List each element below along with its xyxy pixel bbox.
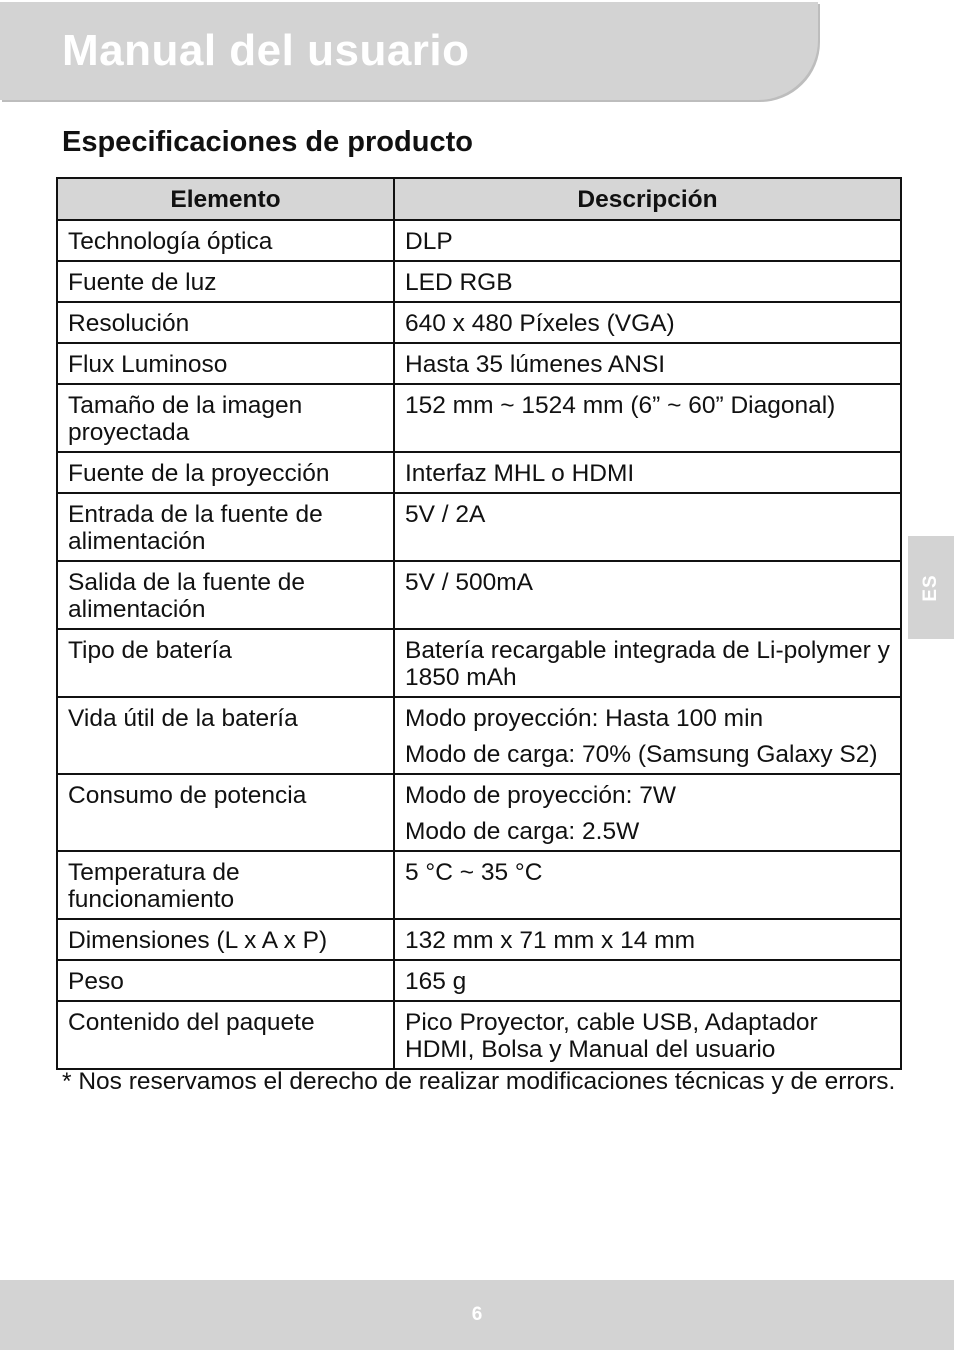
spec-item-cell: Tipo de batería (57, 629, 394, 697)
table-row (57, 697, 901, 774)
spec-item-cell: Temperatura de funcionamiento (57, 851, 394, 919)
spec-description-line: 165 g (405, 968, 467, 995)
spec-description-line: 5V / 500mA (405, 569, 534, 596)
spec-description-cell (394, 697, 901, 774)
spec-description-cell (394, 851, 901, 919)
spec-item-cell: Peso (57, 960, 394, 1001)
table-row (57, 851, 901, 919)
spec-item-cell: Contenido del paquete (57, 1001, 394, 1069)
table-header-row (57, 178, 901, 220)
table-row (57, 302, 901, 343)
spec-description-cell (394, 452, 901, 493)
spec-item-cell: Resolución (57, 302, 394, 343)
spec-item-cell: Fuente de la proyección (57, 452, 394, 493)
table-row (57, 919, 901, 960)
table-row (57, 774, 901, 851)
table-row (57, 960, 901, 1001)
spec-description-cell (394, 774, 901, 851)
spec-description-cell (394, 561, 901, 629)
table-row (57, 220, 901, 261)
spec-description-line: 640 x 480 Píxeles (VGA) (405, 310, 675, 337)
table-row (57, 1001, 901, 1069)
specs-table-body (57, 220, 901, 1069)
table-row (57, 561, 901, 629)
spec-description-line: Modo proyección: Hasta 100 min (405, 705, 764, 732)
spec-item-cell: Tamaño de la imagen proyectada (57, 384, 394, 452)
page-number: 6 (471, 1304, 483, 1325)
spec-item-cell: Dimensiones (L x A x P) (57, 919, 394, 960)
spec-description-line: Modo de carga: 70% (Samsung Galaxy S2) (405, 741, 878, 768)
spec-description-line: 5 °C ~ 35 °C (405, 859, 543, 886)
spec-item-cell: Salida de la fuente de alimentación (57, 561, 394, 629)
spec-description-cell (394, 343, 901, 384)
spec-description-cell (394, 960, 901, 1001)
column-header-item: Elemento (57, 178, 394, 220)
table-row (57, 261, 901, 302)
table-row (57, 629, 901, 697)
header-banner (0, 2, 818, 100)
table-row (57, 452, 901, 493)
spec-description-line: LED RGB (405, 269, 513, 296)
spec-item-cell: Vida útil de la batería (57, 697, 394, 774)
table-row (57, 343, 901, 384)
spec-description-cell (394, 493, 901, 561)
spec-description-cell (394, 1001, 901, 1069)
footnote: * Nos reservamos el derecho de realizar modificaciones técnicas y de errors. (62, 1068, 896, 1095)
column-header-description: Descripción (394, 178, 901, 220)
table-row (57, 384, 901, 452)
spec-description-line: 132 mm x 71 mm x 14 mm (405, 927, 695, 954)
language-tab-label: ES (920, 573, 941, 602)
language-tab (908, 536, 954, 639)
spec-description-cell (394, 302, 901, 343)
spec-item-cell: Fuente de luz (57, 261, 394, 302)
spec-item-cell: Consumo de potencia (57, 774, 394, 851)
section-title: Especificaciones de producto (62, 126, 473, 158)
spec-description-line: Interfaz MHL o HDMI (405, 460, 635, 487)
footer-bar (0, 1280, 954, 1350)
spec-item-cell: Technología óptica (57, 220, 394, 261)
spec-description-line: Pico Proyector, cable USB, Adaptador HDMI, Bolsa y Manual del usuario (405, 1009, 818, 1063)
spec-description-line: Batería recargable integrada de Li-polymer y 1850 mAh (405, 637, 890, 691)
spec-description-cell (394, 261, 901, 302)
table-row (57, 493, 901, 561)
spec-description-line: Modo de proyección: 7W (405, 782, 676, 809)
spec-item-cell: Flux Luminoso (57, 343, 394, 384)
spec-description-line: DLP (405, 228, 453, 255)
spec-description-line: Modo de carga: 2.5W (405, 818, 640, 845)
spec-description-cell (394, 384, 901, 452)
manual-title: Manual del usuario (62, 26, 470, 75)
spec-item-cell: Entrada de la fuente de alimentación (57, 493, 394, 561)
spec-description-cell (394, 919, 901, 960)
spec-description-line: Hasta 35 lúmenes ANSI (405, 351, 666, 378)
spec-description-cell (394, 220, 901, 261)
spec-description-cell (394, 629, 901, 697)
spec-description-line: 5V / 2A (405, 501, 486, 528)
spec-description-line: 152 mm ~ 1524 mm (6” ~ 60” Diagonal) (405, 392, 836, 419)
specs-table (56, 177, 902, 1070)
